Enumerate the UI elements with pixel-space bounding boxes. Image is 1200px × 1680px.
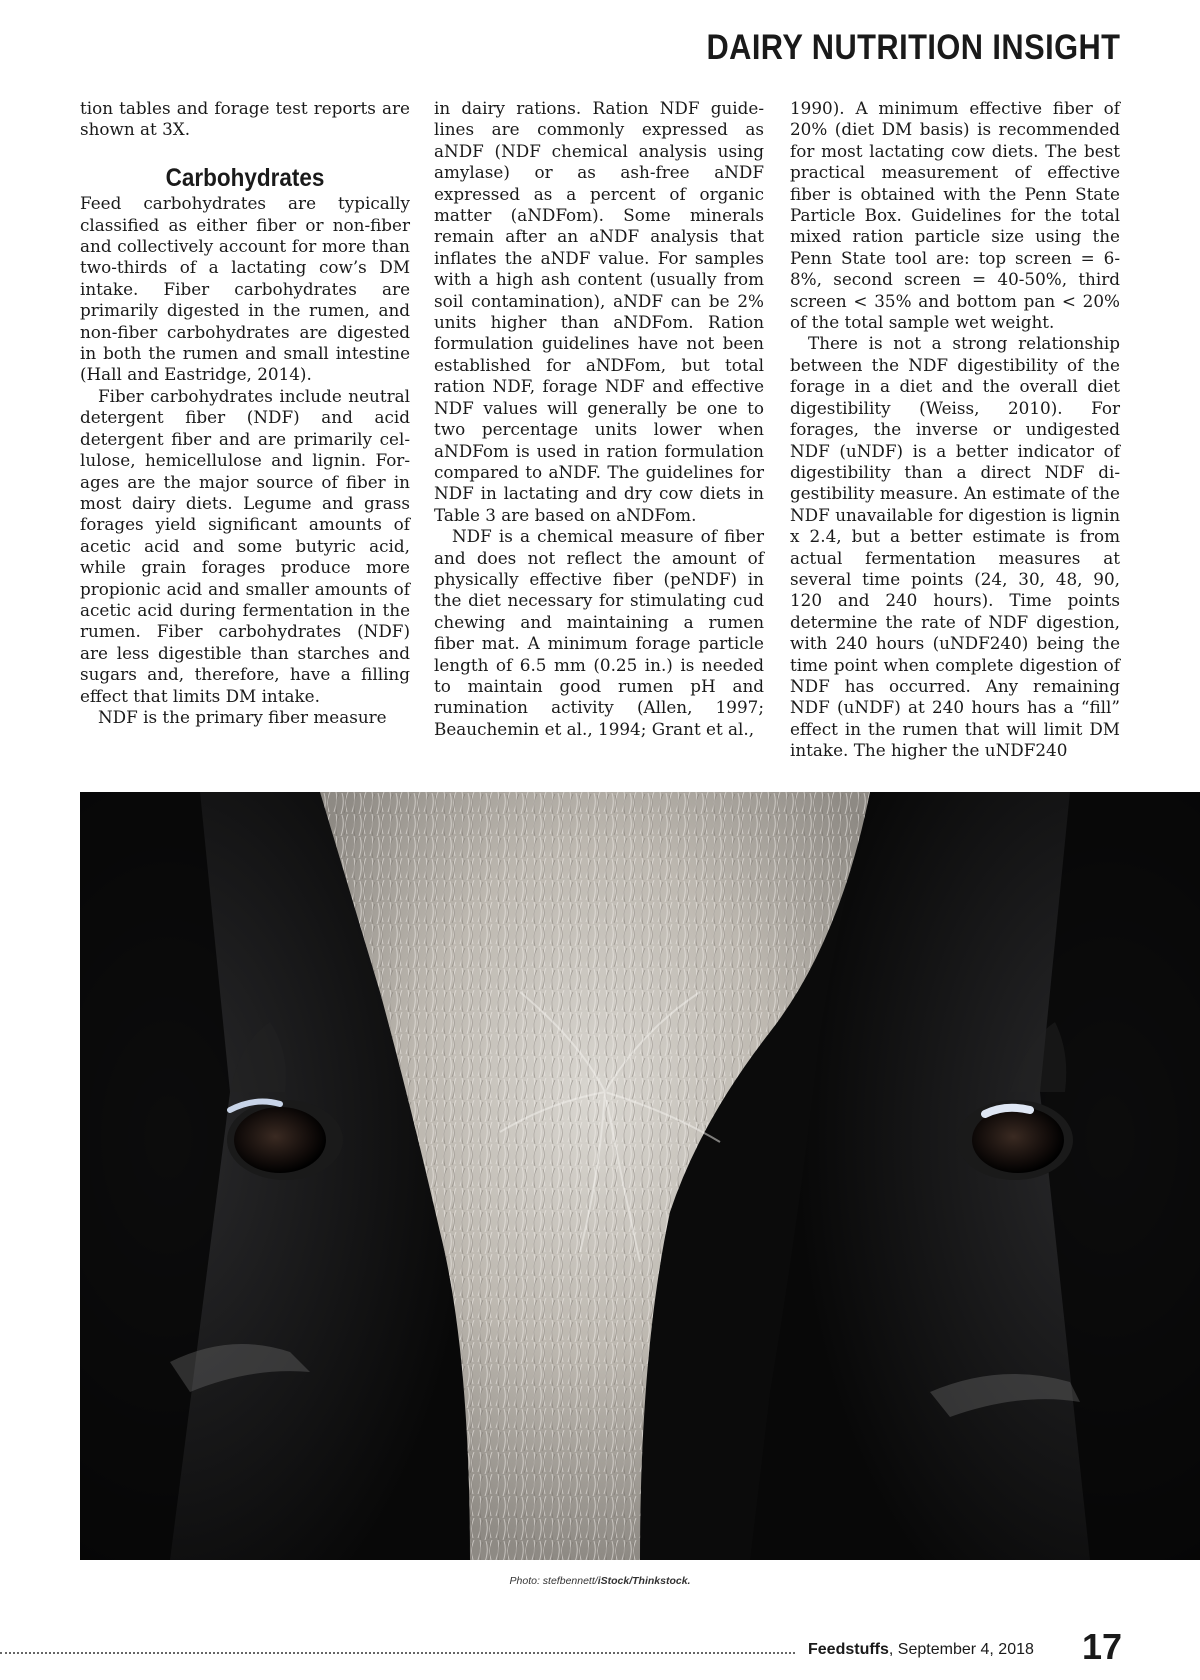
publication-name: Feedstuffs (808, 1641, 889, 1658)
text-column-1 (80, 98, 410, 728)
text-column-3 (790, 98, 1120, 762)
section-subheading: Carbohydrates (165, 163, 325, 192)
photo-credit (0, 1575, 1200, 1587)
paragraph: in dairy rations. Ration NDF guidelines are commonly expressed as aNDF (NDF chemical analysis using amylase) or as ash-free aNDF expressed as a percent of organic matter (aNDFom). Some minerals remain after an aNDF analysis that inflates the aNDF value. For samples with a high ash content (usually from soil contamination), aNDF can be 2% units higher than aNDFom. Ration formulation guidelines have not been established for aNDFom, but total ration NDF, forage NDF and effective NDF values will generally be one to two percentage units lower when aNDFom is used in ration formulation compared to aNDF. The guidelines for NDF in lactating and dry cow diets in Table 3 are based on aNDFom. (434, 98, 764, 525)
photo-credit-source: iStock/Thinkstock. (597, 1575, 691, 1587)
paragraph: Feed carbohydrates are typically classified as either fiber or non-fiber and collectively account for more than two-thirds of a lactating cow’s DM intake. Fiber carbohydrates are primarily digested in the rumen, and non-fiber carbohydrates are digested in both the rumen and small intestine (Hall and Eastridge, 2014). (80, 193, 410, 385)
paragraph: NDF is a chemical measure of fiber and does not reflect the amount of physically effective fiber (peNDF) in the diet necessary for stimulating cud chewing and maintaining a rumen fiber mat. A minimum forage particle length of 6.5 mm (0.25 in.) is needed to maintain good rumen pH and rumination activity (Allen, 1997; Beauchemin et al., 1994; Grant et al., (434, 526, 764, 739)
paragraph: Fiber carbohydrates include neutral detergent fiber (NDF) and acid detergent fiber and are primarily cellulose, hemicellulose and lignin. Forages are the major source of fiber in most dairy diets. Legume and grass forages yield significant amounts of acetic acid and some butyric acid, while grain forages produce more propionic acid and smaller amounts of acetic acid during fermentation in the rumen. Fiber carbohydrates (NDF) are less digestible than starches and sugars and, therefore, have a filling effect that limits DM intake. (80, 385, 410, 706)
text-column-2 (434, 98, 764, 740)
paragraph: 1990). A minimum effective fiber of 20% (diet DM basis) is recommended for most lactating cow diets. The best practical measurement of effective fiber is obtained with the Penn State Particle Box. Guidelines for the total mixed ration particle size using the Penn State tool are: top screen = 6-8%, second screen = 40-50%, third screen < 35% and bottom pan < 20% of the total sample wet weight. (790, 98, 1120, 333)
paragraph: tion tables and forage test reports are shown at 3X. (80, 98, 410, 140)
footer-publication-line (808, 1641, 1034, 1659)
paragraph: NDF is the primary fiber measure (98, 706, 387, 727)
paragraph: There is not a strong relationship between the NDF digestibility of the forage in a diet and the overall diet digestibility (Weiss, 2010). For forages, the inverse or undigested NDF (uNDF) is a better indicator of digestibility than a direct NDF digestibility measure. An estimate of the NDF unavailable for digestion is lignin x 2.4, but a better estimate is from actual fermentation measures at several time points (24, 30, 48, 90, 120 and 240 hours). Time points determine the rate of NDF digestion, with 240 hours (uNDF240) being the time point when complete digestion of NDF has occurred. Any remaining NDF (uNDF) at 240 hours has a “fill” effect in the rumen that will limit DM intake. The higher the uNDF240 (790, 333, 1120, 761)
cow-face-photo (80, 792, 1200, 1560)
publication-date: , September 4, 2018 (888, 1641, 1034, 1658)
footer-dotted-rule (0, 1652, 795, 1654)
section-header-title: DAIRY NUTRITION INSIGHT (706, 28, 1120, 67)
page-number: 17 (1081, 1626, 1122, 1667)
photo-credit-prefix: Photo: stefbennett/ (509, 1575, 598, 1587)
